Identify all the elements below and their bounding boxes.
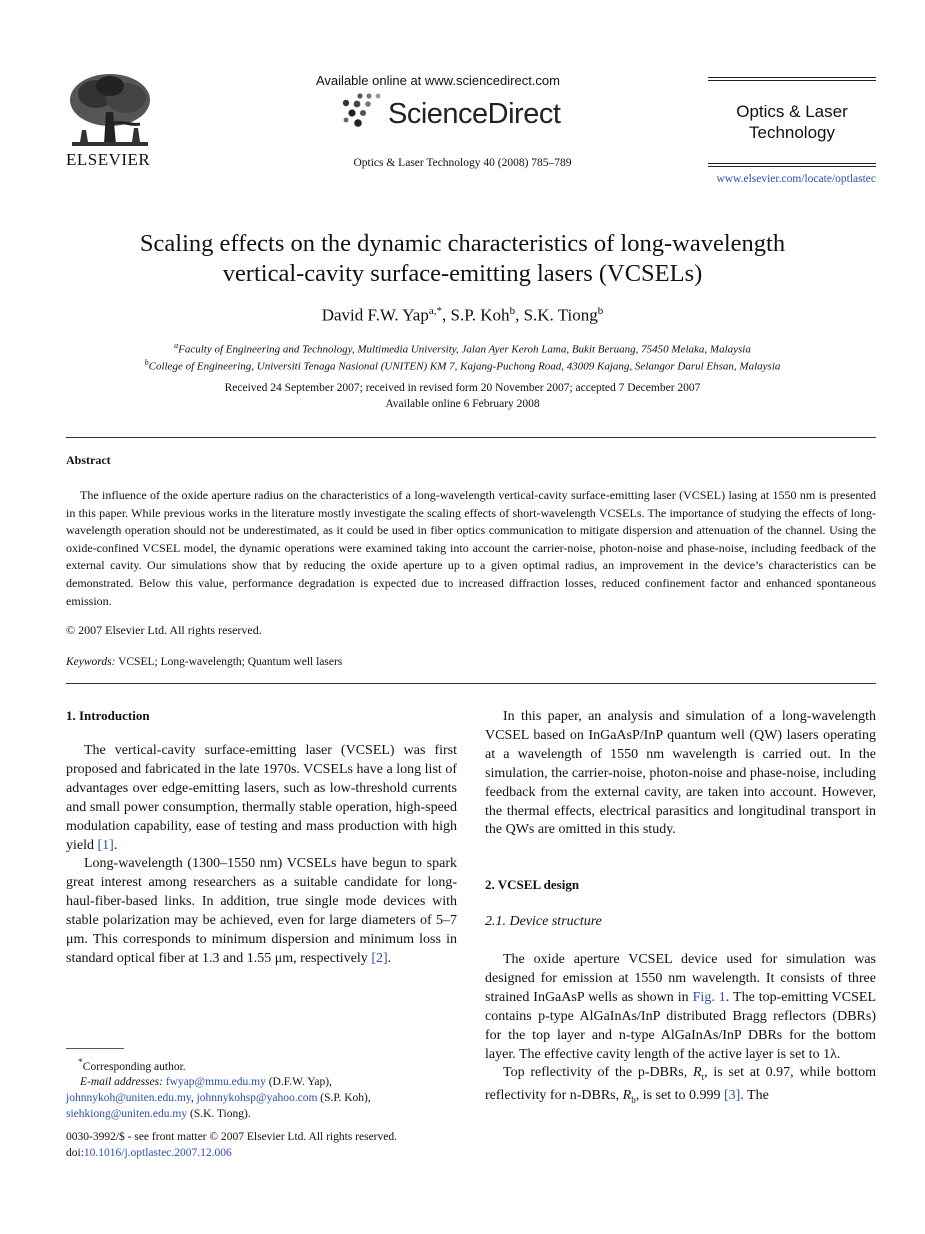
sciencedirect-dots-icon	[338, 92, 388, 130]
journal-box-rule	[708, 77, 876, 78]
affiliation-b	[0, 358, 925, 373]
article-title-line: vertical-cavity surface-emitting lasers (VCSELs)	[222, 260, 703, 287]
footnote-emails	[66, 1075, 457, 1091]
section-heading-introduction: 1. Introduction	[66, 708, 150, 723]
paragraph-text: .	[113, 837, 118, 853]
paragraph-text: The vertical-cavity surface-emitting laser (VCSEL) was first proposed and fabricated in the late 1970s. VCSELs have a long list of advantages over edge-emitting lasers, such as low-threshold currents and small power consumption, thermally stable operation, high-speed modulation capability, ease of testing and mass production with high yield	[66, 743, 457, 853]
journal-box-rule	[708, 163, 876, 164]
keywords-values: VCSEL; Long-wavelength; Quantum well lasers	[118, 656, 343, 668]
figure-link[interactable]: Fig. 1	[692, 989, 726, 1005]
paragraph-text: The oxide aperture VCSEL device used for simulation was designed for emission at 1550 nm wavelength. It consists of three strained InGaAsP wells as shown in	[485, 952, 876, 1005]
keywords-label: Keywords:	[66, 656, 116, 668]
paragraph-text: .	[387, 950, 392, 966]
email-owner: (D.F.W. Yap),	[265, 1076, 332, 1089]
email-link[interactable]: fwyap@mmu.edu.my	[165, 1076, 266, 1089]
journal-box-rule	[708, 80, 876, 81]
elsevier-wordmark: ELSEVIER	[66, 150, 151, 169]
citation-link[interactable]: [2]	[371, 950, 388, 966]
article-title	[60, 229, 865, 289]
paragraph-text: , is set to 0.999	[635, 1088, 724, 1104]
issn-line: 0030-3992/$ - see front matter © 2007 Elsevier Ltd. All rights reserved.	[66, 1131, 397, 1143]
footnote-divider	[66, 1048, 124, 1049]
author-separator: ,	[442, 305, 451, 325]
email-label: E-mail addresses:	[80, 1076, 163, 1089]
doi-link[interactable]: 10.1016/j.optlastec.2007.12.006	[83, 1147, 232, 1159]
received-dates: Received 24 September 2007; received in revised form 20 November 2007; accepted 7 December 2007	[224, 382, 701, 394]
journal-citation: Optics & Laser Technology 40 (2008) 785–789	[353, 157, 572, 169]
journal-url-link[interactable]: www.elsevier.com/locate/optlastec	[716, 173, 876, 185]
section-divider	[66, 683, 876, 684]
affiliation-text: College of Engineering, Universiti Tenaga Nasional (UNITEN) KM 7, Kajang-Puchong Road, 43009 Kajang, Selangor Darul Ehsan, Malaysia	[148, 360, 781, 373]
footnote-mark: *	[78, 1057, 83, 1068]
affiliation-mark: b	[144, 358, 149, 367]
journal-name-line: Technology	[748, 123, 835, 142]
paragraph	[485, 1064, 876, 1109]
available-online-line: Available online at www.sciencedirect.com	[316, 73, 560, 88]
paragraph-text: Top reflectivity of the p-DBRs,	[503, 1065, 694, 1081]
footnote-text: Corresponding author.	[82, 1060, 186, 1073]
citation-link[interactable]: [1]	[97, 837, 114, 853]
author-affiliation-mark: a,*	[428, 305, 442, 317]
paragraph	[485, 951, 876, 1064]
author-separator: ,	[515, 305, 524, 325]
right-column-body	[485, 708, 876, 840]
front-matter	[66, 1129, 397, 1161]
email-link[interactable]: johnnykohsp@yahoo.com	[196, 1092, 318, 1105]
doi-label: doi:	[66, 1147, 84, 1159]
footnote-emails-line	[66, 1107, 457, 1123]
sciencedirect-wordmark: ScienceDirect	[388, 98, 561, 130]
journal-name-line: Optics & Laser	[736, 102, 848, 121]
section-heading-vcsel-design: 2. VCSEL design	[485, 877, 580, 892]
paragraph-text: , is set at 0.97, while bottom reflectivity for n-DBRs,	[485, 1065, 876, 1104]
abstract-heading: Abstract	[66, 453, 111, 467]
subsection-heading-device-structure: 2.1. Device structure	[485, 914, 602, 929]
math-symbol: R	[693, 1065, 702, 1081]
math-subscript: b	[631, 1094, 636, 1105]
footnote-emails-line: johnnykoh@uniten.edu.my, johnnykohsp@yahoo.com (S.P. Koh),	[66, 1092, 371, 1105]
email-owner: (S.P. Koh),	[317, 1092, 371, 1105]
footnote-corresponding	[66, 1055, 457, 1075]
paragraph: In this paper, an analysis and simulation of a long-wavelength VCSEL based on InGaAsP/InP quantum well (QW) lasers operating at a wavelength of 1550 nm wavelength is carried out. In the simulation, the carrier-noise, photon-noise and phase-noise, including feedback from the external cavity, are taken into account. However, the thermal effects, electrical parasitics and longitudinal transport in the QWs are omitted in this study.	[485, 709, 876, 838]
affiliation-text: Faculty of Engineering and Technology, Multimedia University, Jalan Ayer Keroh Lama, Bukit Beruang, 75450 Melaka, Malaysia	[178, 343, 751, 356]
journal-name	[708, 101, 876, 143]
keywords-line	[66, 656, 342, 668]
email-link[interactable]: siehkiong@uniten.edu.my	[66, 1107, 188, 1120]
author-affiliation-mark: b	[509, 305, 516, 317]
abstract-text: The influence of the oxide aperture radius on the characteristics of a long-wavelength vertical-cavity surface-emitting laser (VCSEL) lasing at 1550 nm is presented in this paper. While previous works in the literature mostly investigate the scaling effects of short-wavelength VCSELs. The importance of studying the effects of long-wavelength operation should not be underestimated, as it could be used in fiber optics communication to mitigate dispersion and attenuation of the channel. Using the oxide-confined VCSEL model, the dynamic operations were examined taking into account the carrier-noise, photon-noise and phase-noise, including feedback of the external cavity. Our simulations show that by reducing the oxide aperture up to a given optimal radius, an improvement in the device’s characteristics can be demonstrated. Below this value, performance degradation is expected due to increased diffraction losses, reduced confinement factor and enhanced spontaneous emission.	[66, 488, 876, 608]
paragraph	[66, 855, 457, 968]
affiliation-mark: a	[174, 341, 179, 350]
paragraph-text: Long-wavelength (1300–1550 nm) VCSELs have begun to spark great interest among researchers as a suitable candidate for long-haul-fiber-based links. In addition, true single mode devices with stable polarization may be achieved, even for large diameters of 5–7 μm. This corresponds to minimum dispersion and minimum loss in standard optical fiber at 1.3 and 1.55 μm, respectively	[66, 856, 457, 966]
elsevier-tree-logo-icon	[66, 72, 154, 150]
available-online-date: Available online 6 February 2008	[385, 398, 540, 410]
abstract-copyright: © 2007 Elsevier Ltd. All rights reserved.	[66, 623, 262, 637]
footnote	[66, 1055, 457, 1122]
math-symbol: R	[622, 1088, 632, 1104]
journal-box-rule	[708, 166, 876, 167]
author-affiliation-mark: b	[597, 305, 604, 317]
author-name[interactable]: S.K. Tiong	[523, 305, 598, 325]
left-column-body	[66, 742, 457, 969]
paragraph-text: . The	[740, 1088, 769, 1104]
email-owner: (S.K. Tiong).	[187, 1107, 251, 1120]
paragraph-text: . The top-emitting VCSEL contains p-type AlGaInAs/InP distributed Bragg reflectors (DBRs) for the top layer and n-type AlGaInAs/InP DBRs for the bottom layer. The effective cavity length of the active layer is set to 1λ.	[485, 989, 877, 1062]
citation-link[interactable]: [3]	[723, 1088, 741, 1104]
author-name[interactable]: David F.W. Yap	[321, 305, 429, 325]
right-column-body-2	[485, 951, 876, 1110]
author-name[interactable]: S.P. Koh	[450, 305, 510, 325]
article-title-line: Scaling effects on the dynamic characteristics of long-wavelength	[139, 230, 786, 257]
author-list	[0, 305, 925, 326]
paragraph	[66, 742, 457, 855]
email-link[interactable]: johnnykoh@uniten.edu.my	[66, 1092, 191, 1105]
section-divider	[66, 437, 876, 438]
doi-line	[66, 1145, 397, 1161]
math-subscript: t	[701, 1072, 705, 1083]
affiliation-a	[0, 341, 925, 356]
